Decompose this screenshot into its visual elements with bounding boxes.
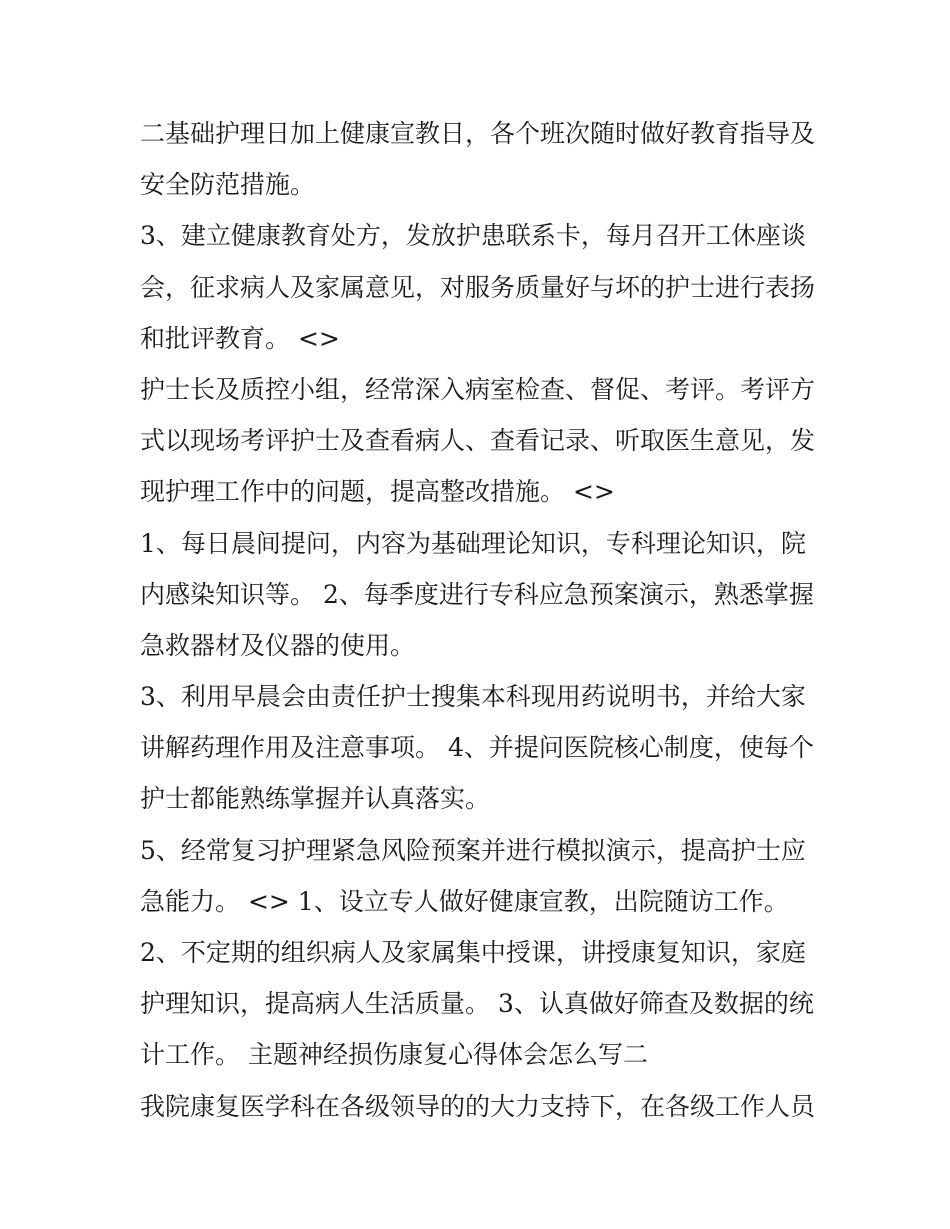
text-line: 3、建立健康教育处方，发放护患联系卡，每月召开工休座谈 <box>140 221 806 251</box>
text-line: 我院康复医学科在各级领导的的大力支持下，在各级工作人员 <box>140 1091 816 1121</box>
document-body <box>140 108 820 1132</box>
text-line: 二基础护理日加上健康宣教日，各个班次随时做好教育指导及 <box>140 119 816 148</box>
text-line: 讲解药理作用及注意事项。 4、并提问医院核心制度，使每个 <box>140 733 814 763</box>
text-line: 2、不定期的组织病人及家属集中授课，讲授康复知识，家庭 <box>140 938 806 967</box>
text-line: 和批评教育。 <> <box>140 323 340 353</box>
text-line: 会，征求病人及家属意见，对服务质量好与坏的护士进行表扬 <box>140 272 816 302</box>
text-line: 急能力。 <> 1、设立专人做好健康宣教，出院随访工作。 <box>140 886 789 916</box>
text-line: 护士长及质控小组，经常深入病室检查、督促、考评。考评方 <box>140 374 816 404</box>
text-line: 内感染知识等。 2、每季度进行专科应急预案演示，熟悉掌握 <box>140 579 814 609</box>
text-line: 护士都能熟练掌握并认真落实。 <box>140 784 491 814</box>
text-line: 现护理工作中的问题，提高整改措施。 <> <box>140 477 615 507</box>
text-line: 安全防范措施。 <box>140 170 316 200</box>
text-line: 护理知识，提高病人生活质量。 3、认真做好筛查及数据的统 <box>140 989 814 1019</box>
text-line: 式以现场考评护士及查看病人、查看记录、听取医生意见，发 <box>140 426 816 456</box>
text-line: 5、经常复习护理紧急风险预案并进行模拟演示，提高护士应 <box>140 835 806 865</box>
text-line: 急救器材及仪器的使用。 <box>140 630 416 660</box>
text-line: 计工作。 主题神经损伤康复心得体会怎么写二 <box>140 1040 648 1070</box>
text-line: 1、每日晨间提问，内容为基础理论知识，专科理论知识，院 <box>140 528 806 558</box>
text-line: 3、利用早晨会由责任护士搜集本科现用药说明书，并给大家 <box>140 682 806 712</box>
